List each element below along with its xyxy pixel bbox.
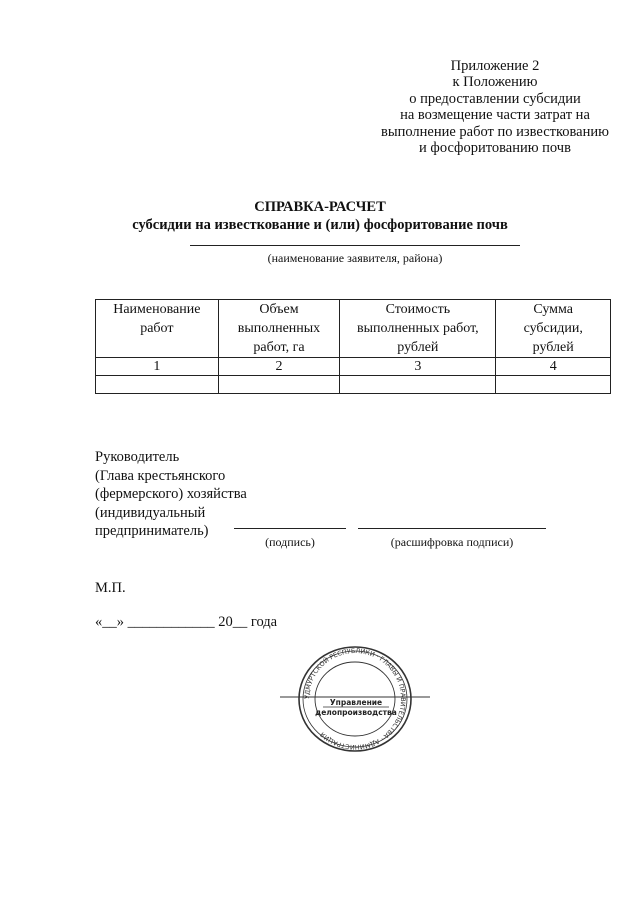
appendix-line: Приложение 2 [450, 58, 540, 74]
table-row [96, 376, 611, 394]
table-cell[interactable] [496, 376, 611, 394]
header-text: выполненных работ, [357, 321, 479, 336]
signer-line: (Глава крестьянского [95, 467, 226, 484]
signature-caption: (подпись) [265, 535, 315, 549]
signer-line: предприниматель) [95, 523, 209, 539]
signer-line: (индивидуальный [95, 504, 206, 521]
header-volume [218, 300, 340, 358]
date-line: «__» ____________ 20__ года [95, 614, 278, 630]
header-text: работ, га [253, 340, 305, 355]
appendix-line: о предоставлении субсидии [409, 90, 581, 107]
appendix-line: выполнение работ по известкованию [381, 123, 609, 140]
stamp-outer-text: УДМУРТСКОЙ РЕСПУБЛИКИ · ГЛАВЫ И ПРАВИТЕЛЬСТВА · АДМИНИСТРАЦИЯ [302, 646, 408, 752]
appendix-header [330, 58, 640, 156]
column-number: 3 [340, 358, 496, 376]
title-main: СПРАВКА-РАСЧЕТ [254, 199, 386, 215]
document-title [0, 198, 640, 234]
calculation-table [95, 299, 611, 394]
header-text: Наименование [113, 302, 201, 317]
stamp-inner-text-2: делопроизводства [315, 708, 397, 717]
table-cell[interactable] [96, 376, 219, 394]
header-text: рублей [532, 340, 574, 355]
table-cell[interactable] [218, 376, 340, 394]
header-text: выполненных [237, 321, 321, 336]
transcript-line [358, 528, 546, 529]
signature-line [234, 528, 346, 529]
table-number-row [96, 358, 611, 376]
header-subsidy [496, 300, 611, 358]
stamp-inner-text-1: Управление [329, 698, 383, 707]
header-text: работ [140, 321, 174, 336]
table-cell[interactable] [340, 376, 496, 394]
seal-place-label: М.П. [95, 580, 126, 596]
signer-line: (фермерского) хозяйства [95, 486, 247, 502]
column-number: 4 [496, 358, 611, 376]
header-works [96, 300, 219, 358]
header-text: рублей [397, 340, 439, 355]
header-text: субсидии, [523, 321, 583, 336]
column-number: 1 [96, 358, 219, 376]
table-header-row [96, 300, 611, 358]
transcript-caption: (расшифровка подписи) [390, 535, 514, 549]
signer-line: Руководитель [95, 449, 180, 465]
header-text: Объем [259, 302, 299, 317]
signer-block [95, 448, 247, 541]
header-cost [340, 300, 496, 358]
applicant-name-line [190, 245, 520, 246]
header-text: Сумма [533, 302, 574, 317]
applicant-caption: (наименование заявителя, района) [267, 251, 443, 265]
column-number: 2 [218, 358, 340, 376]
appendix-line: и фосфоритованию почв [419, 140, 571, 157]
round-stamp [275, 643, 435, 755]
appendix-line: на возмещение части затрат на [400, 107, 590, 124]
header-text: Стоимость [385, 302, 451, 317]
appendix-line: к Положению [452, 74, 538, 91]
title-sub: субсидии на известкование и (или) фосфоритование почв [132, 217, 508, 233]
